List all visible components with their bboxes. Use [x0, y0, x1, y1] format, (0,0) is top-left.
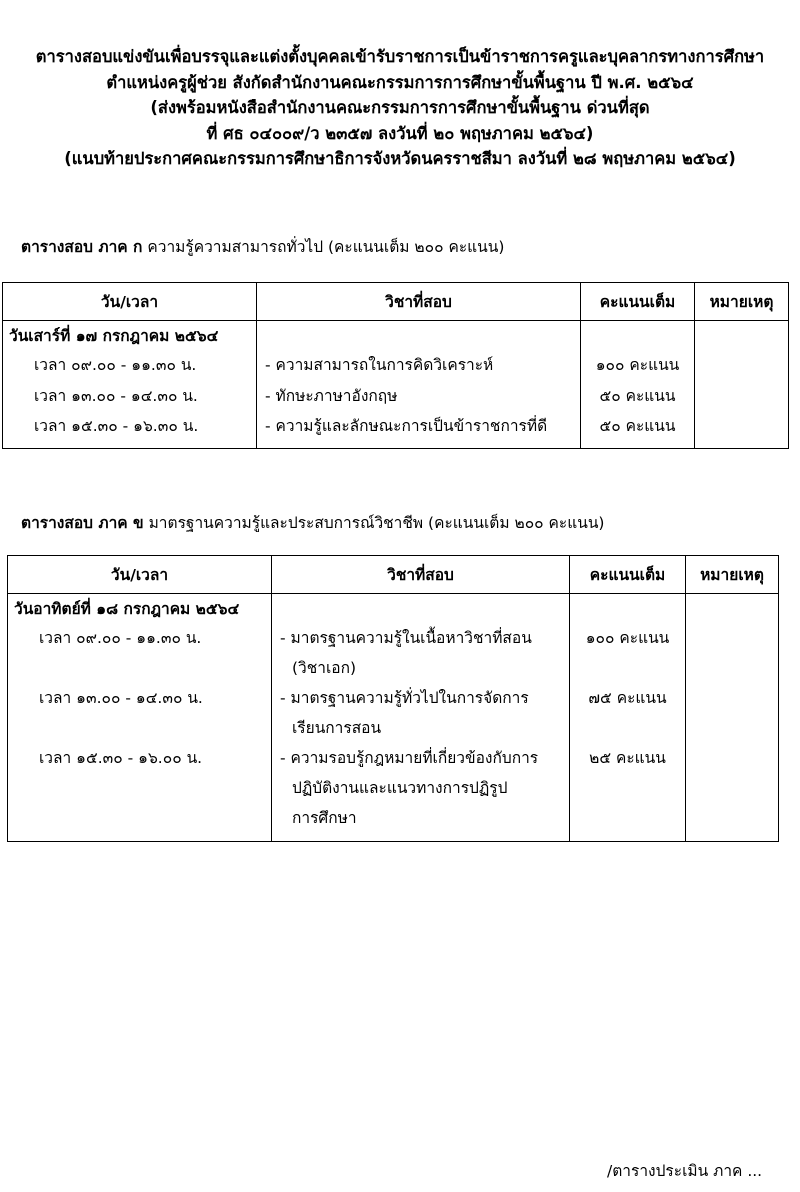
- part-b-title-bold: ตารางสอบ ภาค ข: [21, 514, 144, 532]
- part-b-score-1: ๑๐๐ คะแนน: [585, 629, 670, 647]
- header-line-2: ตำแหน่งครูผู้ช่วย สังกัดสำนักงานคณะกรรมการการศึกษาขั้นพื้นฐาน ปี พ.ศ. ๒๕๖๔: [106, 72, 694, 92]
- part-a-body-row: [3, 321, 789, 449]
- part-a-score-1: ๑๐๐ คะแนน: [595, 356, 680, 374]
- part-b-header-row: [8, 556, 779, 594]
- part-a-time-3: เวลา ๑๕.๓๐ - ๑๖.๓๐ น.: [34, 417, 199, 435]
- col-datetime-b: วัน/เวลา: [8, 556, 272, 594]
- part-a-time-1: เวลา ๐๙.๐๐ - ๑๑.๓๐ น.: [34, 356, 197, 374]
- part-b-time-2: เวลา ๑๓.๐๐ - ๑๔.๓๐ น.: [39, 689, 203, 707]
- part-a-scores-cell: [581, 321, 695, 449]
- part-a-subjects-cell: [257, 321, 581, 449]
- part-b-subject-3-line-1: - ความรอบรู้กฎหมายที่เกี่ยวข้องกับการ: [280, 749, 539, 767]
- part-b-title-rest: มาตรฐานความรู้และประสบการณ์วิชาชีพ (คะแนนเต็ม ๒๐๐ คะแนน): [143, 514, 605, 532]
- header-line-3: (ส่งพร้อมหนังสือสำนักงานคณะกรรมการการศึกษาขั้นพื้นฐาน ด่วนที่สุด: [150, 98, 650, 117]
- part-b-remark-cell: [686, 594, 779, 842]
- col-remark: หมายเหตุ: [695, 283, 789, 321]
- part-a-subject-3: - ความรู้และลักษณะการเป็นข้าราชการที่ดี: [265, 417, 548, 435]
- part-a-title-rest: ความรู้ความสามารถทั่วไป (คะแนนเต็ม ๒๐๐ คะแนน): [142, 238, 505, 256]
- part-a-times-cell: [3, 321, 257, 449]
- document-header: [0, 44, 800, 172]
- part-b-subject-3-line-3: การศึกษา: [292, 809, 357, 827]
- col-datetime: วัน/เวลา: [3, 283, 257, 321]
- part-a-table: [2, 282, 789, 449]
- page-footer: /ตารางประเมิน ภาค ...: [607, 1162, 763, 1180]
- part-b-subjects-cell: [272, 594, 570, 842]
- part-a-score-2: ๕๐ คะแนน: [599, 386, 676, 405]
- part-a-score-3: ๕๐ คะแนน: [599, 417, 676, 435]
- part-b-subject-1-line-2: (วิชาเอก): [292, 659, 357, 677]
- part-b-subject-1-line-1: - มาตรฐานความรู้ในเนื้อหาวิชาที่สอน: [280, 629, 532, 647]
- part-b-time-3: เวลา ๑๕.๓๐ - ๑๖.๐๐ น.: [39, 749, 203, 767]
- part-b-subject-2-line-1: - มาตรฐานความรู้ทั่วไปในการจัดการ: [280, 689, 529, 707]
- part-a-subject-2: - ทักษะภาษาอังกฤษ: [265, 386, 398, 405]
- part-a-header-row: [3, 283, 789, 321]
- col-score: คะแนนเต็ม: [581, 283, 695, 321]
- part-a-day: วันเสาร์ที่ ๑๗ กรกฎาคม ๒๕๖๔: [9, 327, 219, 345]
- part-b-subject-3-line-2: ปฏิบัติงานและแนวทางการปฏิรูป: [292, 779, 508, 797]
- part-a-title: [21, 234, 504, 259]
- col-score-b: คะแนนเต็ม: [570, 556, 686, 594]
- header-line-1: ตารางสอบแข่งขันเพื่อบรรจุและแต่งตั้งบุคคลเข้ารับราชการเป็นข้าราชการครูและบุคลากรทางการศึกษา: [35, 47, 765, 66]
- part-b-day: วันอาทิตย์ที่ ๑๘ กรกฎาคม ๒๕๖๔: [14, 600, 240, 618]
- part-b-table: [7, 555, 779, 842]
- part-a-remark-cell: [695, 321, 789, 449]
- header-line-4: ที่ ศธ ๐๔๐๐๙/ว ๒๓๕๗ ลงวันที่ ๒๐ พฤษภาคม ๒๕๖๔): [206, 123, 594, 143]
- part-b-times-cell: [8, 594, 272, 842]
- header-line-5: (แนบท้ายประกาศคณะกรรมการศึกษาธิการจังหวัดนครราชสีมา ลงวันที่ ๒๘ พฤษภาคม ๒๕๖๔): [64, 149, 736, 168]
- part-a-title-bold: ตารางสอบ ภาค ก: [21, 238, 143, 256]
- part-b-title: [21, 510, 604, 535]
- col-subject: วิชาที่สอบ: [257, 283, 581, 321]
- part-a-time-2: เวลา ๑๓.๐๐ - ๑๔.๓๐ น.: [34, 386, 198, 405]
- part-b-time-1: เวลา ๐๙.๐๐ - ๑๑.๓๐ น.: [39, 629, 202, 647]
- part-b-scores-cell: [570, 594, 686, 842]
- col-remark-b: หมายเหตุ: [686, 556, 779, 594]
- part-b-score-3: ๒๕ คะแนน: [589, 749, 666, 767]
- part-b-body-row: [8, 594, 779, 842]
- part-b-score-2: ๗๕ คะแนน: [588, 689, 667, 707]
- part-b-subject-2-line-2: เรียนการสอน: [292, 719, 382, 737]
- part-a-subject-1: - ความสามารถในการคิดวิเคราะห์: [265, 356, 494, 374]
- col-subject-b: วิชาที่สอบ: [272, 556, 570, 594]
